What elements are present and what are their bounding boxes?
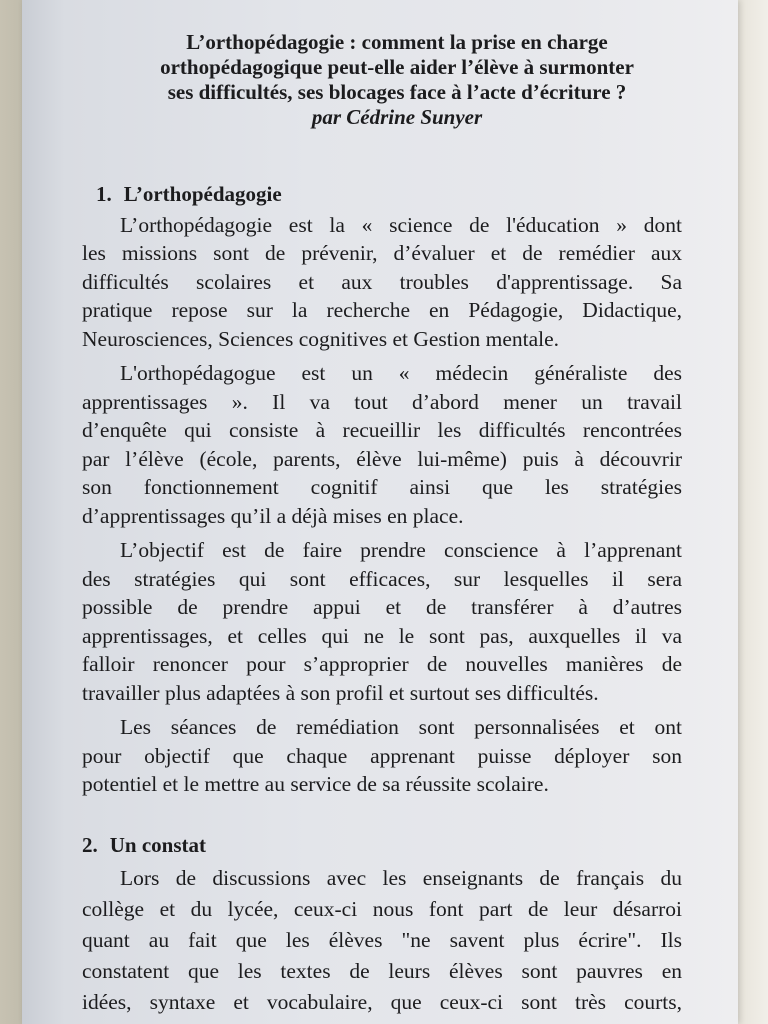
section-1-heading: [82, 180, 682, 209]
text-line: les missions sont de prévenir, d’évaluer et de remédier aux: [82, 241, 682, 265]
text-line: des stratégies qui sont efficaces, sur lesquelles il sera: [82, 566, 682, 591]
section-1-title: L’orthopédagogie: [123, 182, 282, 206]
text-line: collège et du lycée, ceux-ci nous font part de leur désarroi: [82, 897, 682, 921]
title-line-3: ses difficultés, ses blocages face à l’acte d’écriture ?: [167, 80, 627, 104]
text-line: L’objectif est de faire prendre conscience à l’apprenant: [120, 538, 682, 562]
text-line: quant au fait que les élèves "ne savent plus écrire". Ils: [82, 928, 682, 952]
text-line: difficultés scolaires et aux troubles d'apprentissage. Sa: [82, 269, 682, 294]
text-line: d’enquête qui consiste à recueillir les difficultés rencontrées: [82, 418, 682, 442]
text-line: Les séances de remédiation sont personnalisées et ont: [120, 715, 682, 739]
text-line: falloir renoncer pour s’approprier de nouvelles manières de: [82, 652, 682, 676]
author-byline: par Cédrine Sunyer: [311, 105, 483, 129]
paragraph: [82, 713, 682, 799]
text-line: L'orthopédagogue est un « médecin généraliste des: [120, 361, 682, 385]
title-line-1: L’orthopédagogie : comment la prise en charge: [186, 30, 608, 54]
book-page: [22, 0, 738, 1024]
section-un-constat: [82, 830, 682, 1024]
text-line: Lors de discussions avec les enseignants de français du: [120, 866, 682, 890]
text-line: L’orthopédagogie est la « science de l'éducation » dont: [120, 212, 682, 237]
text-line: idées, syntaxe et vocabulaire, que ceux-ci sont très courts,: [82, 990, 682, 1014]
paragraph: [82, 863, 682, 1018]
paragraph: [82, 359, 682, 530]
text-line: apprentissages, et celles qui ne le sont pas, auxquelles il va: [82, 623, 682, 648]
paragraph: [82, 536, 682, 707]
paragraph: [82, 211, 682, 354]
section-2-heading: [82, 830, 682, 861]
text-line: Neurosciences, Sciences cognitives et Gestion mentale.: [82, 326, 560, 351]
section-1-number: 1.: [96, 182, 112, 206]
title-line-2: orthopédagogique peut-elle aider l’élève à surmonter: [160, 55, 634, 79]
text-line: pour objectif que chaque apprenant puisse déployer son: [82, 743, 682, 768]
text-line: travailler plus adaptées à son profil et surtout ses difficultés.: [82, 680, 599, 705]
text-line: d’apprentissages qu’il a déjà mises en place.: [82, 503, 464, 528]
text-line: pratique repose sur la recherche en Pédagogie, Didactique,: [82, 298, 682, 322]
text-line: constatent que les textes de leurs élèves sont pauvres en: [82, 959, 682, 983]
text-line: par l’élève (école, parents, élève lui-même) puis à découvrir: [82, 446, 682, 471]
text-line: son fonctionnement cognitif ainsi que les stratégies: [82, 475, 682, 499]
section-2-title: Un constat: [109, 833, 207, 857]
text-line: possible de prendre appui et de transférer à d’autres: [82, 595, 682, 619]
text-line: potentiel et le mettre au service de sa réussite scolaire.: [82, 772, 549, 796]
section-orthopedagogie: [82, 180, 682, 805]
section-2-number: 2.: [82, 833, 98, 857]
text-line: apprentissages ». Il va tout d’abord mener un travail: [82, 389, 682, 414]
article-header: [92, 30, 702, 130]
